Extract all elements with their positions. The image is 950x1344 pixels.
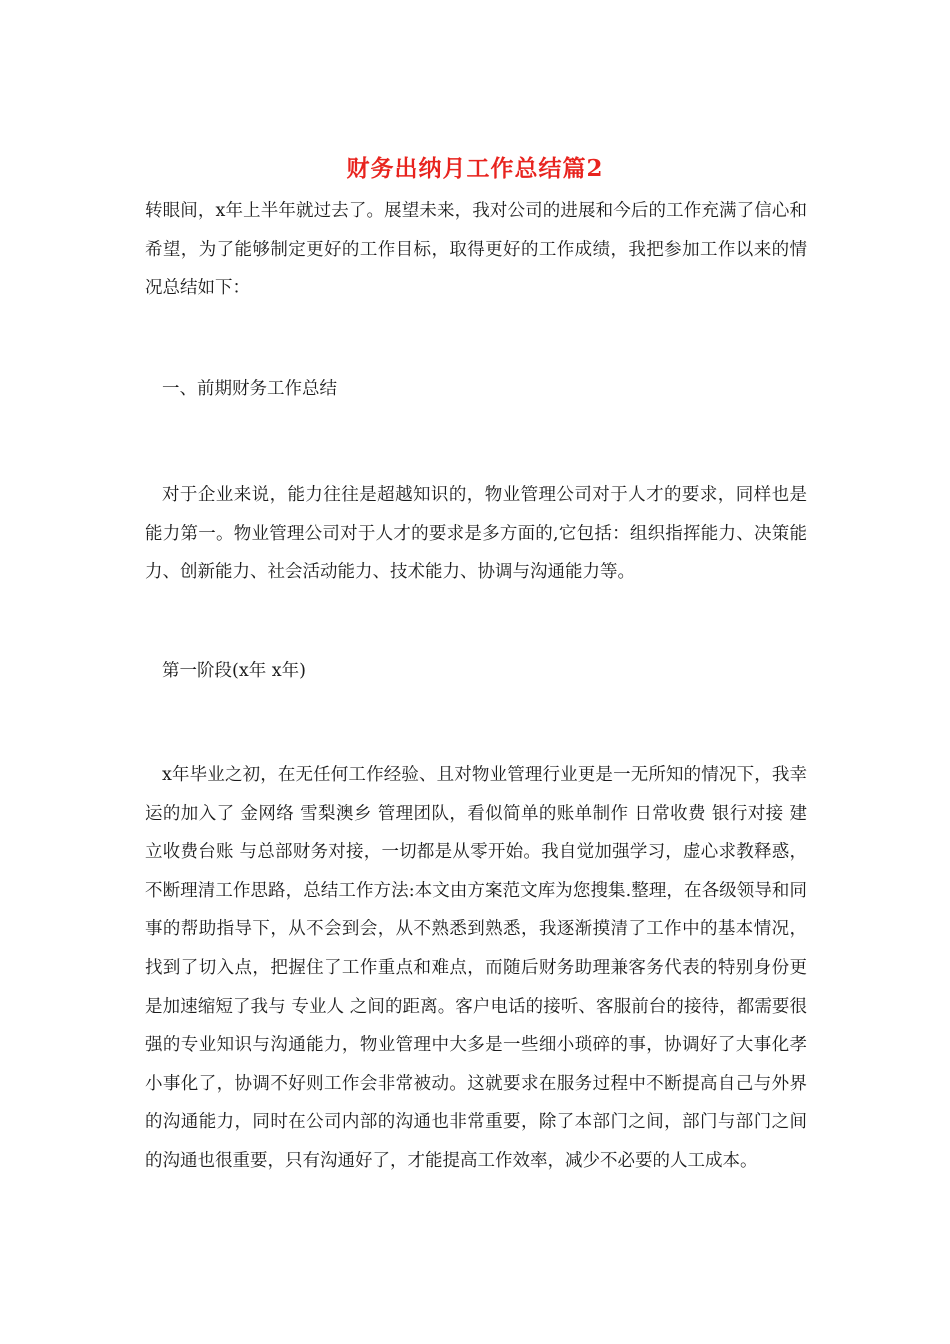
section-heading-first-stage: 第一阶段(x年 x年) bbox=[162, 661, 306, 681]
document-title: 财务出纳月工作总结篇2 bbox=[346, 155, 604, 182]
first-stage-paragraph: x年毕业之初，在无任何工作经验、且对物业管理行业更是一无所知的情况下，我幸运的加入了 金网络 雪梨澳乡 管理团队，看似简单的账单制作 日常收费 银行对接 建立收费台账 与总部财务对接，一切都是从零开始。我自觉加强学习，虚心求教释惑，不断理清工作思路，总结工作方法:本文由方案范文库为您搜集.整理，在各级领导和同事的帮助指导下，从不会到会，从不熟悉到熟悉，我逐渐摸清了工作中的基本情况，找到了切入点，把握住了工作重点和难点，而随后财务助理兼客务代表的特别身份更是加速缩短了我与 专业人 之间的距离。客户电话的接听、客服前台的接待，都需要很强的专业知识与沟通能力，物业管理中大多是一些细小琐碎的事，协调好了大事化孝小事化了，协调不好则工作会非常被动。这就要求在服务过程中不断提高自己与外界的沟通能力，同时在公司内部的沟通也非常重要，除了本部门之间，部门与部门之间的沟通也很重要，只有沟通好了，才能提高工作效率，减少不必要的人工成本。 bbox=[145, 765, 807, 1171]
ability-paragraph: 对于企业来说，能力往往是超越知识的，物业管理公司对于人才的要求，同样也是能力第一。物业管理公司对于人才的要求是多方面的,它包括：组织指挥能力、决策能力、创新能力、社会活动能力、技术能力、协调与沟通能力等。 bbox=[145, 485, 807, 583]
intro-paragraph: 转眼间，x年上半年就过去了。展望未来，我对公司的进展和今后的工作充满了信心和希望，为了能够制定更好的工作目标，取得更好的工作成绩，我把参加工作以来的情况总结如下： bbox=[145, 201, 807, 299]
section-heading-early-work-summary: 一、前期财务工作总结 bbox=[162, 379, 337, 399]
